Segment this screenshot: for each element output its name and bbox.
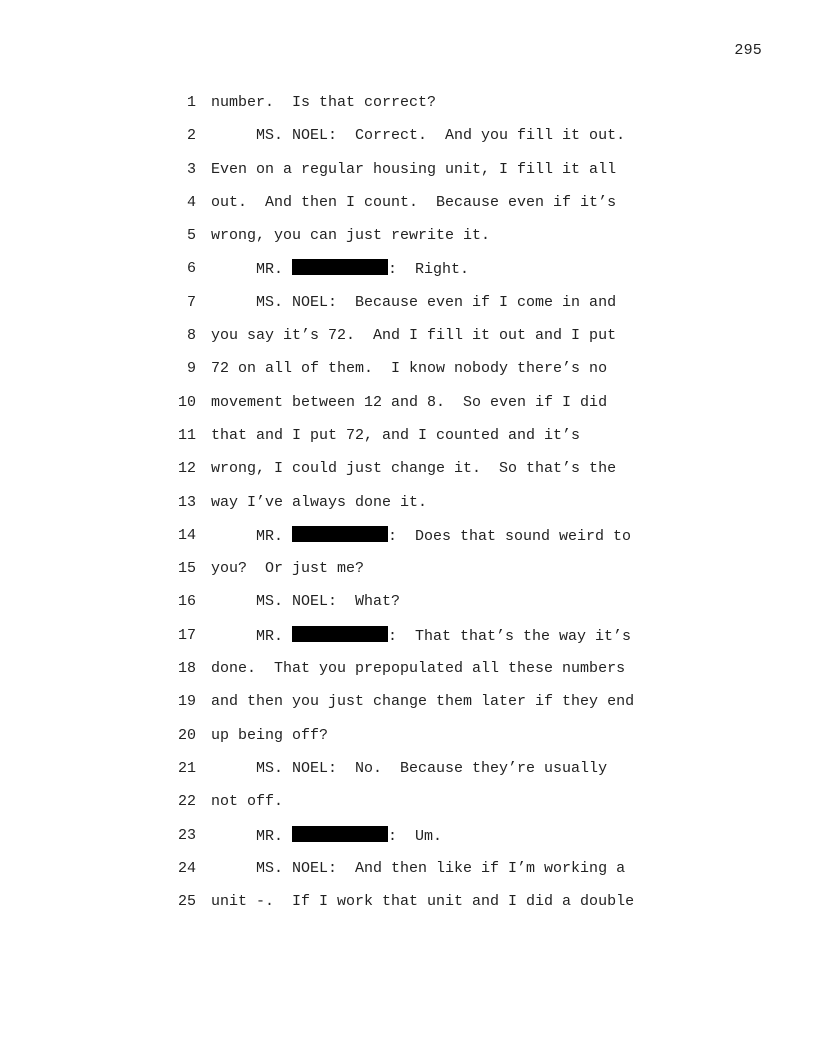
line-text [211, 359, 607, 379]
line-number: 19 [177, 693, 196, 711]
line-text [211, 126, 625, 146]
line-text-segment: MS. NOEL: No. Because they’re usually [211, 759, 608, 777]
transcript-line [0, 859, 816, 892]
line-text-segment: MR. [211, 827, 293, 845]
line-number: 25 [177, 893, 196, 911]
line-number: 8 [186, 327, 196, 345]
line-text-segment: that and I put 72, and I counted and it’s [211, 426, 581, 444]
transcript-line [0, 592, 816, 625]
line-text [211, 293, 616, 313]
page-number: 295 [734, 42, 762, 59]
line-text-segment: unit -. If I work that unit and I did a double [211, 893, 635, 911]
line-text [211, 326, 616, 346]
line-text [211, 859, 625, 879]
transcript-line [0, 892, 816, 925]
line-text [211, 426, 580, 446]
transcript-line [0, 126, 816, 159]
line-number: 13 [177, 493, 196, 511]
transcript-line [0, 493, 816, 526]
line-text-segment: MR. [211, 527, 293, 545]
transcript-line [0, 759, 816, 792]
line-text [211, 160, 616, 180]
line-text [211, 559, 364, 579]
line-number: 11 [177, 426, 196, 444]
line-number: 6 [186, 260, 196, 278]
line-text-segment: : Um. [388, 827, 443, 845]
line-number: 1 [186, 94, 196, 111]
redaction-bar [292, 826, 388, 842]
line-text-segment: out. And then I count. Because even if it’s [211, 193, 617, 211]
line-text [211, 193, 616, 213]
line-number: 14 [177, 526, 196, 544]
line-text-segment: you? Or just me? [211, 560, 365, 578]
line-text [211, 726, 328, 746]
transcript-line [0, 359, 816, 392]
transcript-line [0, 393, 816, 426]
line-text-segment: MS. NOEL: And then like if I’m working a [211, 859, 626, 877]
line-text [211, 93, 436, 113]
line-number: 22 [177, 793, 196, 811]
transcript-body [0, 93, 816, 925]
line-number: 23 [177, 826, 196, 844]
line-text-segment: 72 on all of them. I know nobody there’s no [211, 360, 608, 378]
transcript-line [0, 426, 816, 459]
transcript-line [0, 626, 816, 659]
line-number: 10 [177, 393, 196, 411]
line-number: 15 [177, 560, 196, 578]
transcript-line [0, 326, 816, 359]
line-text [211, 626, 631, 647]
line-text-segment: you say it’s 72. And I fill it out and I put [211, 327, 617, 345]
line-text [211, 892, 634, 912]
line-text [211, 459, 616, 479]
line-number: 17 [177, 626, 196, 644]
line-text-segment: : Does that sound weird to [388, 527, 632, 545]
line-text [211, 226, 490, 246]
transcript-line [0, 193, 816, 226]
transcript-line [0, 659, 816, 692]
line-text [211, 592, 400, 612]
line-number: 3 [186, 160, 196, 178]
line-text [211, 759, 607, 779]
line-text-segment: and then you just change them later if they end [211, 693, 635, 711]
line-text [211, 792, 283, 812]
line-text [211, 259, 469, 280]
line-number: 18 [177, 660, 196, 678]
line-number: 21 [177, 759, 196, 777]
line-text-segment: done. That you prepopulated all these numbers [211, 660, 626, 678]
line-text-segment: : That that’s the way it’s [388, 627, 632, 645]
transcript-line [0, 559, 816, 592]
transcript-line [0, 160, 816, 193]
line-text-segment: up being off? [211, 726, 329, 744]
line-text-segment: MS. NOEL: Correct. And you fill it out. [211, 127, 626, 145]
line-text-segment: not off. [211, 793, 284, 811]
line-text-segment: MR. [211, 627, 293, 645]
line-text-segment: way I’ve always done it. [211, 493, 428, 511]
transcript-line [0, 293, 816, 326]
transcript-line [0, 93, 816, 126]
line-number: 5 [186, 227, 196, 245]
line-text-segment: movement between 12 and 8. So even if I did [211, 393, 608, 411]
line-text [211, 493, 427, 513]
line-text-segment: number. Is that correct? [211, 94, 437, 111]
transcript-line [0, 692, 816, 725]
line-text [211, 393, 607, 413]
line-text [211, 826, 442, 847]
line-text-segment: wrong, I could just change it. So that’s the [211, 460, 617, 478]
line-number: 4 [186, 193, 196, 211]
line-text-segment: MS. NOEL: Because even if I come in and [211, 293, 617, 311]
transcript-line [0, 792, 816, 825]
transcript-line [0, 259, 816, 292]
line-text [211, 659, 625, 679]
transcript-line [0, 459, 816, 492]
line-number: 20 [177, 726, 196, 744]
line-text-segment: Even on a regular housing unit, I fill it all [211, 160, 617, 178]
redaction-bar [292, 526, 388, 542]
transcript-line [0, 526, 816, 559]
line-number: 16 [177, 593, 196, 611]
line-text-segment: MS. NOEL: What? [211, 593, 401, 611]
transcript-line [0, 226, 816, 259]
transcript-line [0, 726, 816, 759]
transcript-line [0, 826, 816, 859]
line-number: 12 [177, 460, 196, 478]
line-text-segment: wrong, you can just rewrite it. [211, 227, 491, 245]
line-number: 7 [186, 293, 196, 311]
line-number: 2 [186, 127, 196, 145]
redaction-bar [292, 626, 388, 642]
line-text-segment: : Right. [388, 261, 470, 279]
line-text-segment: MR. [211, 261, 293, 279]
line-text [211, 692, 634, 712]
line-text [211, 526, 631, 547]
line-number: 9 [186, 360, 196, 378]
redaction-bar [292, 259, 388, 275]
line-number: 24 [177, 859, 196, 877]
